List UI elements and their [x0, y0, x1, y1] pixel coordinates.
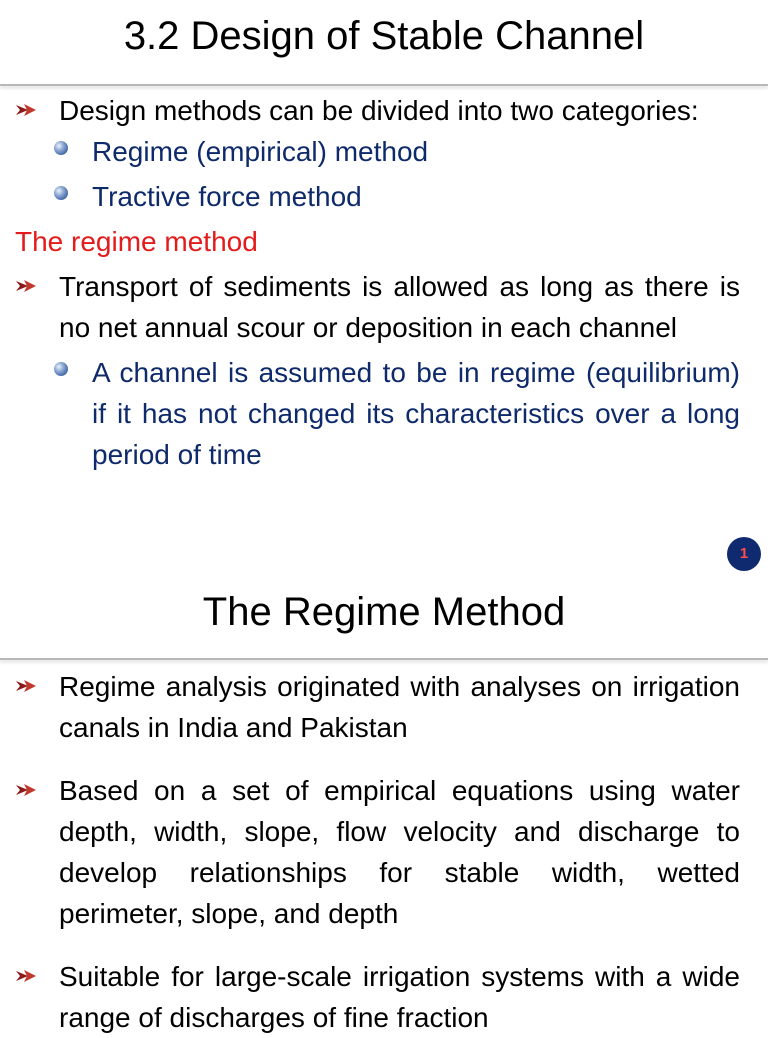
arrow-bullet-icon: [16, 782, 36, 798]
sub-bullet-item: [0, 352, 768, 475]
section-heading-text: The regime method: [15, 226, 258, 257]
sphere-bullet-icon: [54, 141, 68, 155]
arrow-bullet-icon: [16, 102, 36, 118]
arrow-bullet-icon: [16, 278, 36, 294]
title-divider: [0, 658, 768, 660]
title-divider: [0, 84, 768, 86]
bullet-text: Transport of sediments is allowed as long as there is no net annual scour or deposition in each channel: [59, 271, 740, 343]
arrow-bullet-icon: [16, 678, 36, 694]
bullet-item: [0, 770, 768, 934]
bullet-text: Based on a set of empirical equations using water depth, width, slope, flow velocity and discharge to develop relationships for stable width, wetted perimeter, slope, and depth: [59, 775, 740, 929]
bullet-text: Regime analysis originated with analyses on irrigation canals in India and Pakistan: [59, 671, 740, 743]
slide-body: [0, 90, 768, 475]
sub-bullet-text: A channel is assumed to be in regime (equilibrium) if it has not changed its characteristics over a long period of time: [92, 357, 740, 470]
bullet-item: [0, 90, 768, 131]
section-heading: [0, 221, 768, 262]
sphere-bullet-icon: [54, 186, 68, 200]
sub-bullet-item: [0, 176, 768, 217]
bullet-item: [0, 666, 768, 748]
bullet-item: [0, 266, 768, 348]
bullet-item: [0, 956, 768, 1038]
sub-bullet-text: Regime (empirical) method: [92, 136, 429, 167]
slide-title: The Regime Method: [202, 590, 566, 634]
bullet-text: Design methods can be divided into two categories:: [59, 95, 699, 126]
slide-body: [0, 666, 768, 1038]
sphere-bullet-icon: [54, 362, 68, 376]
page-number-badge: 1: [727, 537, 761, 571]
slide-2: [0, 580, 768, 1033]
bullet-text: Suitable for large-scale irrigation systems with a wide range of discharges of fine fraction: [59, 961, 740, 1033]
arrow-bullet-icon: [16, 968, 36, 984]
slide-title: 3.2 Design of Stable Channel: [123, 14, 645, 58]
sub-bullet-item: [0, 131, 768, 172]
sub-bullet-text: Tractive force method: [92, 181, 362, 212]
